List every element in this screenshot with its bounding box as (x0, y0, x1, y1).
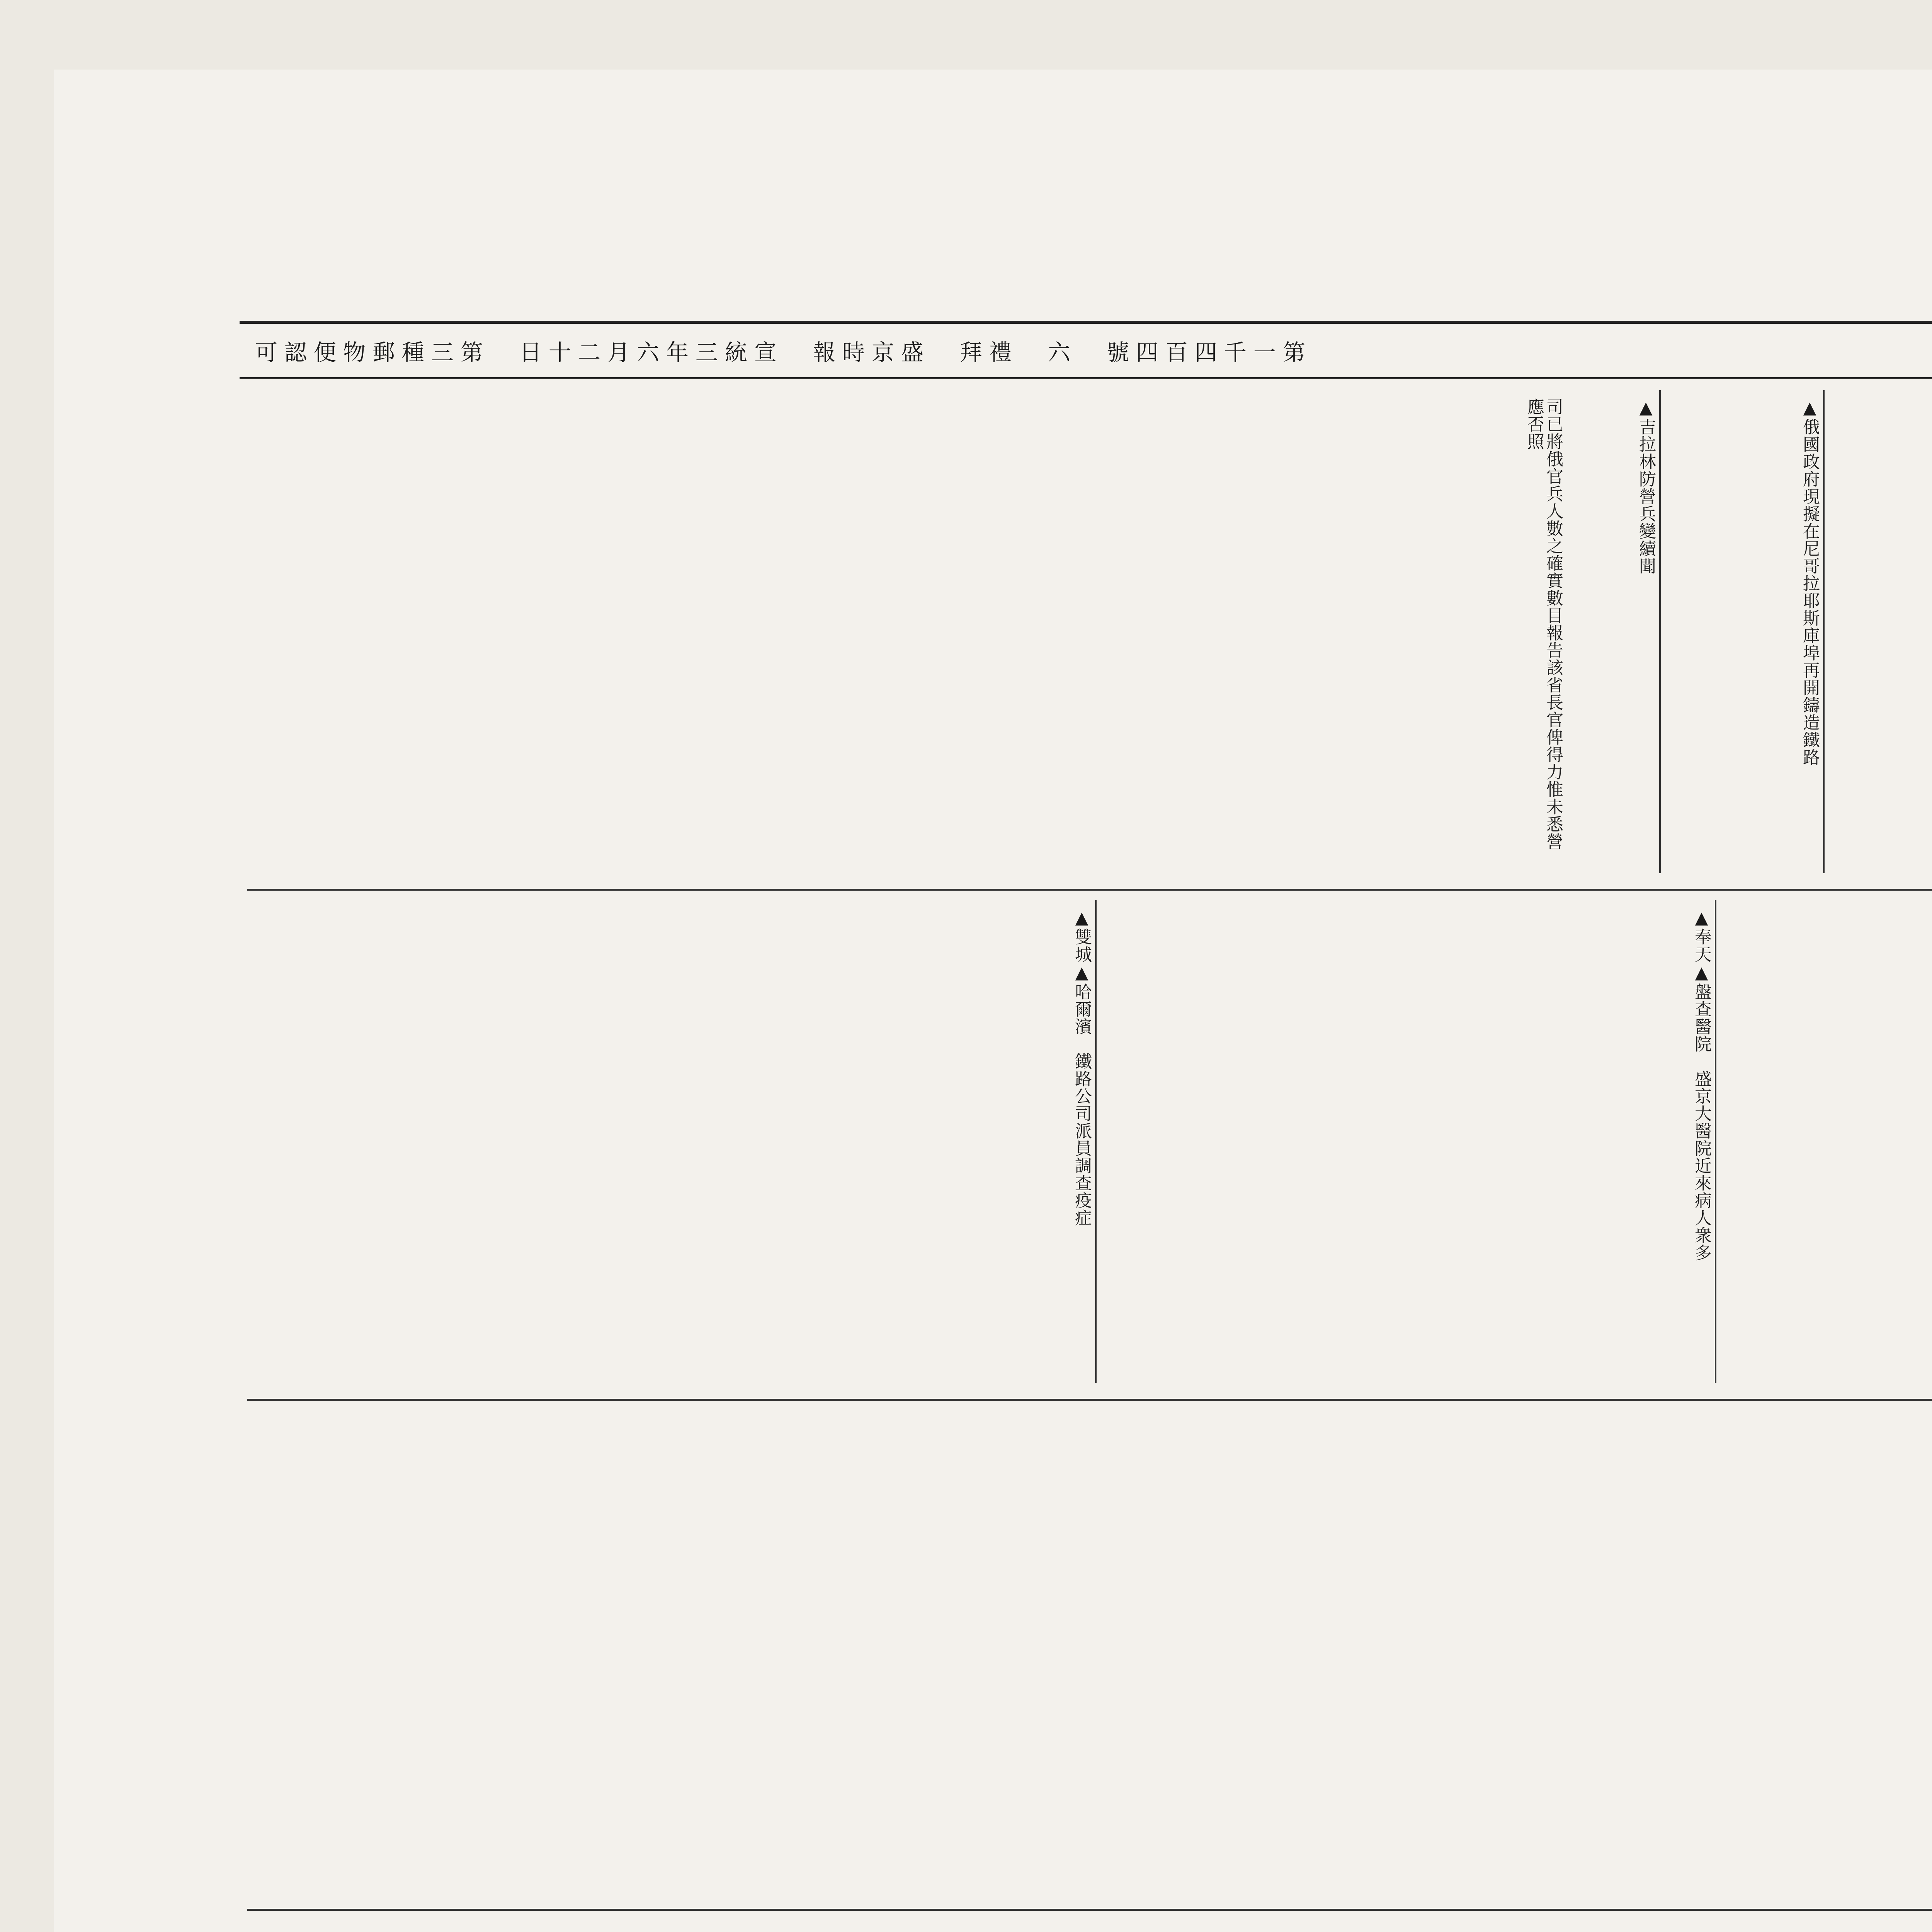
band-4 (247, 1920, 1932, 1932)
date-header (240, 321, 1932, 379)
date-line: 可認便物郵種三第 日十二月六年三統宣 報時京盛 拜禮 六 號四百四千一第 (255, 339, 1313, 366)
article-area (247, 390, 1932, 1932)
article-heilongjiang-news (287, 1920, 1932, 1932)
article-telegraph-unit (1716, 900, 1932, 1383)
newspaper-page (54, 70, 1932, 1932)
article-continued: 司已將俄官兵人數之確實數目報告該省長官俾得力惟未悉營應否照 (1524, 398, 1563, 850)
article-railway: ▲俄國政府現擬在尼哥拉耶斯庫埠再開鑄造鐵路 (1800, 398, 1820, 766)
article-gold-mine (1825, 390, 1932, 873)
band-1 (247, 390, 1932, 891)
article-fengtian: ▲奉天▲盤查醫院 盛京大醫院近來病人衆多 (1692, 908, 1711, 1261)
article-jilin-news (287, 1410, 1932, 1893)
article-jilin-mutiny: ▲吉拉林防營兵變續聞 (1636, 398, 1656, 575)
band-2 (247, 900, 1932, 1401)
band-3 (247, 1410, 1932, 1911)
article-harbin: ▲雙城▲哈爾濱 鐵路公司派員調查疫症 (1072, 908, 1092, 1226)
